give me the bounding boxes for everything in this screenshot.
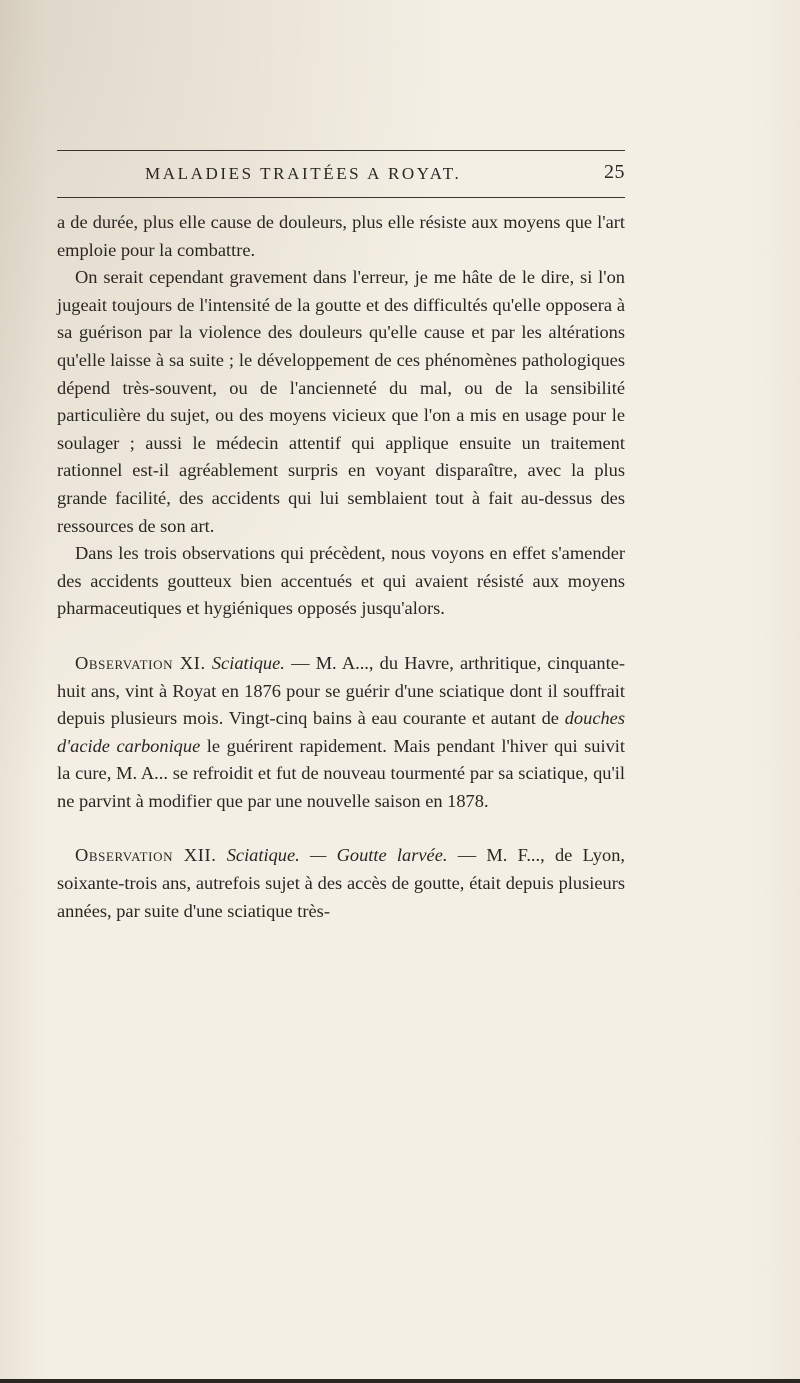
observation-xi-text-1: — M. A..., du Havre, arthritique, cinquante-huit ans, vint à Royat en 1876 pour se guérir d'une sciatique dont il souffrait depuis plusieurs mois. Vingt-cinq bains à eau courante et autant de bbox=[57, 652, 625, 729]
paragraph-continuation: a de durée, plus elle cause de douleurs, plus elle résiste aux moyens que l'art emploie pour la combattre. bbox=[57, 212, 625, 260]
observation-xi-text-2: le guérirent rapidement. Mais pendant l'hiver qui suivit la cure, M. A... se refroidit et fut de nouveau tourmenté par sa sciatique, qu'il ne parvint à modifier que par une nouvelle saison en 1878. bbox=[57, 735, 625, 811]
page-edge-shadow bbox=[0, 1379, 800, 1383]
paragraph-erreur: On serait cependant gravement dans l'erreur, je me hâte de le dire, si l'on jugeait toujours de l'intensité de la goutte et des difficultés qu'elle opposera à sa guérison par la violence des douleurs qu'elle cause et par les altérations qu'elle laisse à sa suite ; le développement de ces phénomènes pathologiques dépend très-souvent, ou de l'ancienneté du mal, ou de la sensibilité particulière du sujet, ou des moyens vicieux que l'on a mis en usage pour le soulager ; aussi le médecin attentif qui applique ensuite un traitement rationnel est-il agréablement surpris en voyant disparaître, avec la plus grande facilité, des accidents qui lui semblaient tout à fait au-dessus des ressources de son art. bbox=[57, 267, 625, 536]
observation-xi-label: Observation XI. bbox=[75, 652, 206, 673]
observation-xii-text: — M. F..., de Lyon, soixante-trois ans, autrefois sujet à des accès de goutte, était depuis plusieurs années, par suite d'une sciatique très- bbox=[57, 845, 625, 921]
observation-xi bbox=[57, 650, 625, 816]
page-body bbox=[57, 209, 625, 925]
paragraph-observations: Dans les trois observations qui précèdent, nous voyons en effet s'amender des accidents goutteux bien accentués et qui avaient résisté aux moyens pharmaceutiques et hygiéniques opposés jusqu'alors. bbox=[57, 543, 625, 619]
running-title: MALADIES TRAITÉES A ROYAT. bbox=[145, 164, 462, 183]
observation-xi-title: Sciatique. bbox=[211, 652, 285, 673]
observation-xii-title: Sciatique. — Goutte larvée. bbox=[226, 845, 448, 866]
header-rule-bottom bbox=[57, 197, 625, 198]
header-rule-top bbox=[57, 150, 625, 151]
observation-xii-label: Observation XII. bbox=[75, 845, 217, 866]
observation-xi-emphasis: douches d'acide carbonique bbox=[57, 708, 625, 756]
running-head bbox=[57, 161, 625, 188]
observation-xii bbox=[57, 842, 625, 925]
page-number: 25 bbox=[604, 161, 625, 183]
